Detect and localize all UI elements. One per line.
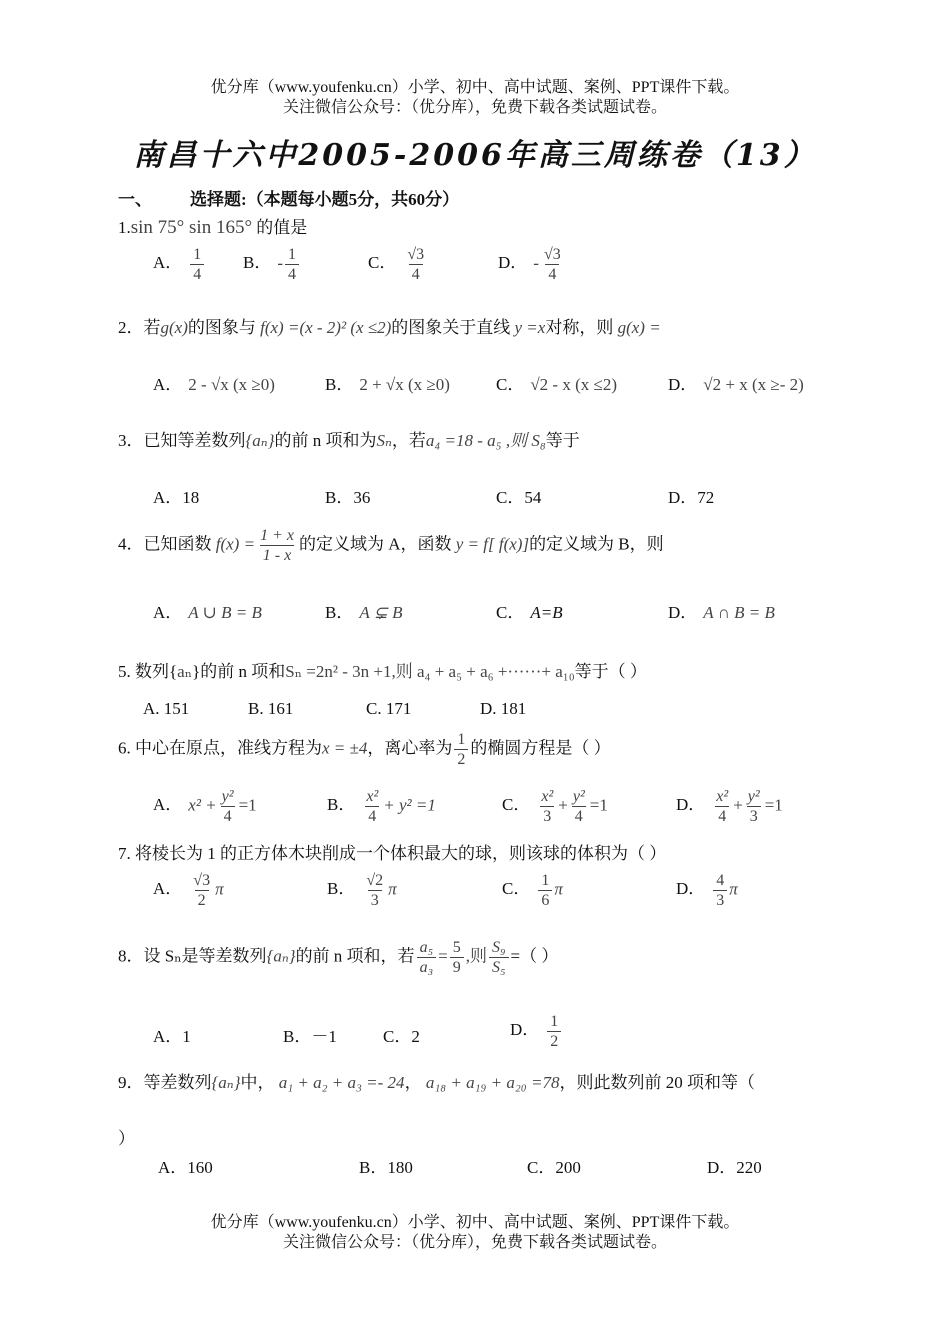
- option-value: A ∩ B = B: [703, 603, 775, 622]
- q9-text: 中，: [240, 1073, 275, 1092]
- q4-text: 的定义域为 B，则: [529, 534, 664, 554]
- q3-math: a₄ =18 - a₅ ,则 S₈: [425, 431, 546, 450]
- q8-option-c: C．2: [383, 1027, 420, 1046]
- q9-option-b: B．180: [359, 1158, 413, 1177]
- option-value: 2 - √x (x ≥0): [188, 375, 275, 394]
- q2-math: f(x) =(x - 2)² (x ≤2): [260, 318, 392, 337]
- option-label: B．: [325, 603, 354, 622]
- q3-text: 等于: [545, 431, 580, 450]
- q1-option-d: [498, 245, 566, 284]
- q8-option-a: A．1: [153, 1027, 191, 1046]
- q4-option-b: [325, 598, 403, 623]
- q2-option-c: [496, 370, 617, 395]
- q3-math: {aₙ}: [245, 431, 275, 450]
- option-label: D．: [668, 603, 698, 622]
- q5-text: 等于（ ）: [574, 662, 647, 681]
- q3-option-c: C．54: [496, 488, 542, 507]
- q4-option-c: [496, 598, 563, 623]
- option-label: A．: [153, 253, 183, 273]
- q8-option-b: B．－1: [283, 1027, 337, 1046]
- option-value: √2 + x (x ≥- 2): [703, 375, 804, 394]
- q9-tail: ）: [118, 1129, 135, 1148]
- q8-option-d: D． $\frac{1}{2}$: [510, 1012, 563, 1051]
- question-4: [118, 526, 664, 565]
- q8-math: {aₙ}: [266, 946, 296, 966]
- q5-option-a: A. 151: [143, 699, 190, 718]
- q7-option-a: A． $\frac{√3}{2}$ π: [153, 872, 224, 909]
- q6-option-b: B． $\frac{\text{x²}}{4}$ + y² =1: [327, 788, 436, 825]
- q3-text: 的前 n 项和为: [274, 431, 377, 450]
- q6-text: 的椭圆方程是（ ）: [470, 738, 611, 758]
- q3-option-d: D．72: [668, 488, 715, 507]
- option-label: A．: [153, 375, 183, 394]
- footer-line-1: 优分库（www.youfenku.cn）小学、初中、高中试题、案例、PPT课件下载。: [210, 1214, 740, 1231]
- q6-option-c: C． $\frac{\text{x²}}{3}$ + $\frac{\text{y²}}{4}$ =1: [502, 788, 608, 825]
- q7-option-c: C． $\frac{1}{6}$ π: [502, 872, 563, 909]
- q2-math: g(x) =: [617, 318, 661, 337]
- option-label: C．: [496, 603, 525, 622]
- q5-option-b: B. 161: [248, 699, 294, 718]
- fraction: $\frac{1}{4}$: [190, 245, 204, 284]
- q3-math: Sₙ: [376, 431, 392, 450]
- section-number: 一、: [118, 190, 152, 209]
- q4-option-d: [668, 598, 775, 623]
- q4-math: y = f[ f(x)]: [455, 534, 530, 554]
- fraction: $\frac{√3}{4}$: [543, 246, 561, 283]
- question-8: 8．设 Sₙ是等差数列{aₙ}的前 n 项和，若 $\frac{\text{a₅}}{\text{a₃}}$ = $\frac{5}{9}$ ,则 $\frac{\text{S₉}}{\text{S₅}}$ =（ ）: [118, 939, 559, 976]
- q9-math: a₁ + a₂ + a₃ =- 24: [278, 1073, 405, 1092]
- option-label: D．: [498, 253, 528, 273]
- section-heading: [118, 185, 459, 210]
- q8-text: =（ ）: [510, 946, 559, 966]
- q4-math: f(x) =: [215, 534, 256, 554]
- minus-sign: -: [277, 253, 284, 273]
- q1-option-b: [243, 245, 301, 284]
- q2-text: 对称，则: [545, 318, 614, 337]
- footer-line-2: 关注微信公众号：（优分库），免费下载各类试题试卷。: [282, 1234, 667, 1251]
- q2-math: g(x): [160, 318, 188, 337]
- q9-option-d: D．220: [707, 1158, 762, 1177]
- option-label: D．: [668, 375, 698, 394]
- q3-text: 3．已知等差数列: [118, 431, 246, 450]
- q2-math: y =x: [514, 318, 546, 337]
- q2-text: 的图象关于直线: [391, 318, 511, 337]
- q5-option-c: C. 171: [366, 699, 412, 718]
- q8-text: 的前 n 项和，若: [295, 946, 415, 966]
- q2-option-a: [153, 370, 275, 395]
- fraction: $\frac{1}{2}$: [454, 730, 468, 769]
- q1-option-a: [153, 245, 206, 284]
- q1-text: 的值是: [256, 218, 308, 237]
- q2-text: 2．若: [118, 318, 161, 337]
- q6-option-d: D． $\frac{\text{x²}}{4}$ + $\frac{\text{y²}}{3}$ =1: [676, 788, 783, 825]
- q9-text: 9．等差数列: [118, 1073, 212, 1092]
- q4-text: 4．已知函数: [118, 534, 212, 554]
- q1-option-c: [368, 245, 429, 284]
- q9-text: ，则此数列前 20 项和等（: [559, 1073, 755, 1092]
- question-7: 7. 将棱长为 1 的正方体木块削成一个体积最大的球，则该球的体积为（ ）: [118, 844, 667, 863]
- option-label: B．: [325, 375, 354, 394]
- q3-text: ，若: [391, 431, 426, 450]
- question-9: 9．等差数列{aₙ}中， a₁ + a₂ + a₃ =- 24， a₁₈ + a₁₉ + a₂₀ =78，则此数列前 20 项和等（: [118, 1073, 755, 1092]
- option-label: C．: [368, 253, 397, 273]
- question-5: [118, 657, 647, 682]
- q6-math: x = ±4: [322, 738, 368, 758]
- question-2: [118, 313, 661, 338]
- q9-math: a₁₈ + a₁₉ + a₂₀ =78: [425, 1073, 560, 1092]
- q5-math: aₙ: [177, 662, 193, 681]
- q2-text: 的图象与: [187, 318, 256, 337]
- option-label: A．: [153, 603, 183, 622]
- page-title: 南昌十六中2005-2006年高三周练卷（13）: [133, 138, 817, 173]
- q5-text: }的前 n 项和: [192, 662, 286, 681]
- q3-option-b: B．36: [325, 488, 371, 507]
- option-value: √2 - x (x ≤2): [530, 375, 617, 394]
- question-6: [118, 730, 611, 769]
- q7-option-b: B． $\frac{√2}{3}$ π: [327, 872, 397, 909]
- fraction: $\frac{1 + x}{1 - x}$: [260, 527, 294, 564]
- option-label: B．: [243, 253, 272, 273]
- q4-option-a: [153, 598, 262, 623]
- q1-number: 1.: [118, 218, 131, 237]
- option-value: 2 + √x (x ≥0): [359, 375, 450, 394]
- q4-text: 的定义域为 A，函数: [298, 534, 452, 554]
- q6-option-a: A． x² + $\frac{\text{y²}}{4}$ =1: [153, 788, 257, 825]
- question-1: [118, 213, 307, 239]
- minus-sign: -: [533, 253, 539, 273]
- q9-math: {aₙ}: [211, 1073, 241, 1092]
- q9-option-c: C．200: [527, 1158, 581, 1177]
- fraction: $\frac{1}{4}$: [285, 245, 299, 284]
- header-line-2: 关注微信公众号：（优分库），免费下载各类试题试卷。: [282, 99, 667, 116]
- question-3: [118, 426, 580, 451]
- fraction: $\frac{√3}{4}$: [407, 246, 425, 283]
- q5-math: Sₙ =2n² - 3n +1,则 a₄ + a₅ + a₆ +······+ a₁₀: [285, 662, 575, 681]
- q6-text: ，离心率为: [367, 738, 453, 758]
- q3-option-a: A．18: [153, 488, 200, 507]
- q2-option-d: [668, 370, 804, 395]
- q6-text: 6. 中心在原点，准线方程为: [118, 738, 322, 758]
- option-label: C．: [496, 375, 525, 394]
- q8-text: 8．设 Sₙ是等差数列: [118, 946, 267, 966]
- q5-text: 5. 数列{: [118, 662, 178, 681]
- q9-option-a: A．160: [158, 1158, 213, 1177]
- q5-option-d: D. 181: [480, 699, 527, 718]
- q1-expr: sin 75° sin 165°: [130, 217, 253, 238]
- q2-option-b: [325, 370, 450, 395]
- section-text: 选择题:（本题每小题5分，共60分）: [190, 190, 460, 209]
- header-line-1: 优分库（www.youfenku.cn）小学、初中、高中试题、案例、PPT课件下载。: [210, 79, 740, 96]
- option-value: A ⊊ B: [359, 603, 403, 622]
- option-value: A=B: [530, 603, 563, 622]
- q7-option-d: D． $\frac{4}{3}$ π: [676, 872, 738, 909]
- option-value: A ∪ B = B: [188, 603, 262, 622]
